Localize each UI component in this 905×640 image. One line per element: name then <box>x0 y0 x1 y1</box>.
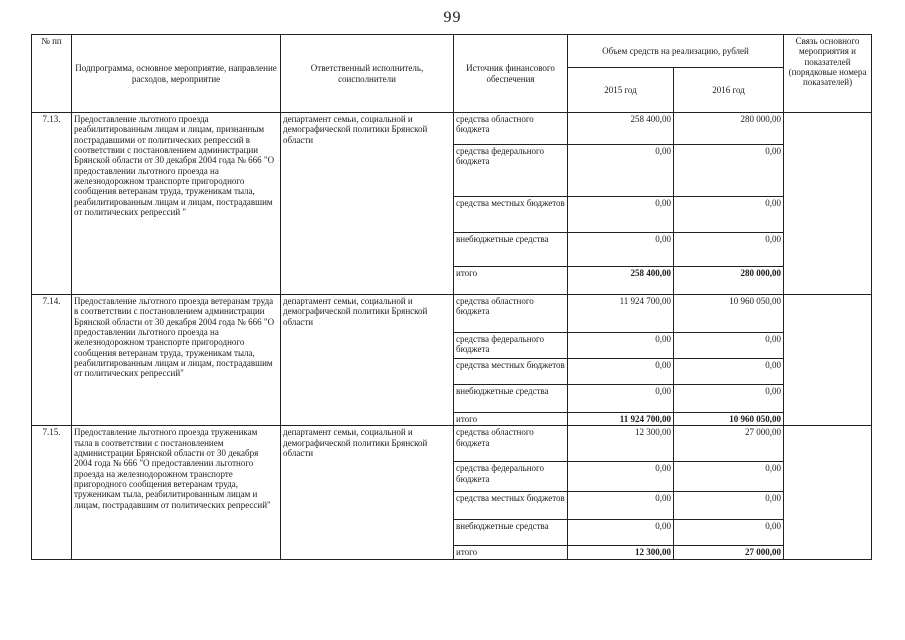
section-7-15 <box>32 426 872 559</box>
amount-2015: 258 400,00 <box>568 113 674 145</box>
amount-2016: 0,00 <box>674 520 784 546</box>
header-source: Источник финансового обеспечения <box>454 35 568 113</box>
funding-source: средства федерального бюджета <box>454 462 568 492</box>
header-program: Подпрограмма, основное мероприятие, направление расходов, мероприятие <box>72 35 281 113</box>
amount-2016: 0,00 <box>674 145 784 197</box>
amount-2016: 0,00 <box>674 333 784 359</box>
amount-2015: 0,00 <box>568 145 674 197</box>
total-label: итого <box>454 267 568 295</box>
header-year-2016: 2016 год <box>674 68 784 113</box>
total-2016: 10 960 050,00 <box>674 413 784 426</box>
section-7-13 <box>32 113 872 295</box>
executor: департамент семьи, социальной и демографической политики Брянской области <box>281 113 454 295</box>
funding-source: средства местных бюджетов <box>454 359 568 385</box>
amount-2015: 11 924 700,00 <box>568 295 674 333</box>
funding-source: внебюджетные средства <box>454 385 568 413</box>
total-2016: 27 000,00 <box>674 546 784 559</box>
amount-2015: 0,00 <box>568 492 674 520</box>
program-description: Предоставление льготного проезда реабилитированным лицам и лицам, признанным пострадавшими от политических репрессий в соответствии с постановлением администрации Брянской области от 30 декабря 2004 года № 666 "О предоставлении льготного проезда на железнодорожном транспорте пригородного сообщения ветеранам труда, труженикам тыла, реабилитированным лицам и лицам, пострадавшим от политических репрессий " <box>72 113 281 295</box>
amount-2015: 0,00 <box>568 520 674 546</box>
indicator-link <box>784 426 872 559</box>
amount-2016: 280 000,00 <box>674 113 784 145</box>
executor: департамент семьи, социальной и демографической политики Брянской области <box>281 426 454 559</box>
total-2015: 12 300,00 <box>568 546 674 559</box>
total-2015: 11 924 700,00 <box>568 413 674 426</box>
indicator-link <box>784 113 872 295</box>
total-label: итого <box>454 546 568 559</box>
funding-source: внебюджетные средства <box>454 233 568 267</box>
funding-source: средства областного бюджета <box>454 113 568 145</box>
amount-2015: 0,00 <box>568 333 674 359</box>
header-amount-group: Объем средств на реализацию, рублей <box>568 35 784 68</box>
header-link: Связь основного мероприятия и показателей (порядковые номера показателей) <box>784 35 872 113</box>
total-2016: 280 000,00 <box>674 267 784 295</box>
amount-2016: 0,00 <box>674 359 784 385</box>
amount-2016: 10 960 050,00 <box>674 295 784 333</box>
header-executor: Ответственный исполнитель, соисполнители <box>281 35 454 113</box>
program-description: Предоставление льготного проезда труженикам тыла в соответствии с постановлением администрации Брянской области от 30 декабря 2004 года № 666 "О предоставлении льготного проезда на железнодорожном транспорте пригородного сообщения ветеранам труда, труженикам тыла, реабилитированным лицам и лицам, пострадавшим от политических репрессий" <box>72 426 281 559</box>
amount-2015: 0,00 <box>568 197 674 233</box>
section-number: 7.14. <box>32 295 72 426</box>
section-number: 7.13. <box>32 113 72 295</box>
amount-2016: 0,00 <box>674 233 784 267</box>
amount-2015: 0,00 <box>568 233 674 267</box>
amount-2015: 0,00 <box>568 385 674 413</box>
funding-source: средства областного бюджета <box>454 426 568 462</box>
funding-source: внебюджетные средства <box>454 520 568 546</box>
amount-2015: 0,00 <box>568 359 674 385</box>
funding-source: средства местных бюджетов <box>454 197 568 233</box>
section-7-14 <box>32 295 872 426</box>
header-num: № пп <box>32 35 72 113</box>
total-label: итого <box>454 413 568 426</box>
funding-source: средства федерального бюджета <box>454 145 568 197</box>
budget-table <box>31 34 872 560</box>
executor: департамент семьи, социальной и демографической политики Брянской области <box>281 295 454 426</box>
header-year-2015: 2015 год <box>568 68 674 113</box>
indicator-link <box>784 295 872 426</box>
funding-source: средства областного бюджета <box>454 295 568 333</box>
page-number: 99 <box>443 9 462 26</box>
amount-2016: 0,00 <box>674 197 784 233</box>
amount-2016: 27 000,00 <box>674 426 784 462</box>
amount-2015: 12 300,00 <box>568 426 674 462</box>
amount-2016: 0,00 <box>674 462 784 492</box>
amount-2016: 0,00 <box>674 385 784 413</box>
funding-source: средства местных бюджетов <box>454 492 568 520</box>
amount-2016: 0,00 <box>674 492 784 520</box>
amount-2015: 0,00 <box>568 462 674 492</box>
program-description: Предоставление льготного проезда ветеранам труда в соответствии с постановлением администрации Брянской области от 30 декабря 2004 года № 666 "О предоставлении льготного проезда на железнодорожном транспорте пригородного сообщения ветеранам труда, труженикам тыла, реабилитированным лицам и лицам, пострадавшим от политических репрессий" <box>72 295 281 426</box>
total-2015: 258 400,00 <box>568 267 674 295</box>
funding-source: средства федерального бюджета <box>454 333 568 359</box>
section-number: 7.15. <box>32 426 72 559</box>
